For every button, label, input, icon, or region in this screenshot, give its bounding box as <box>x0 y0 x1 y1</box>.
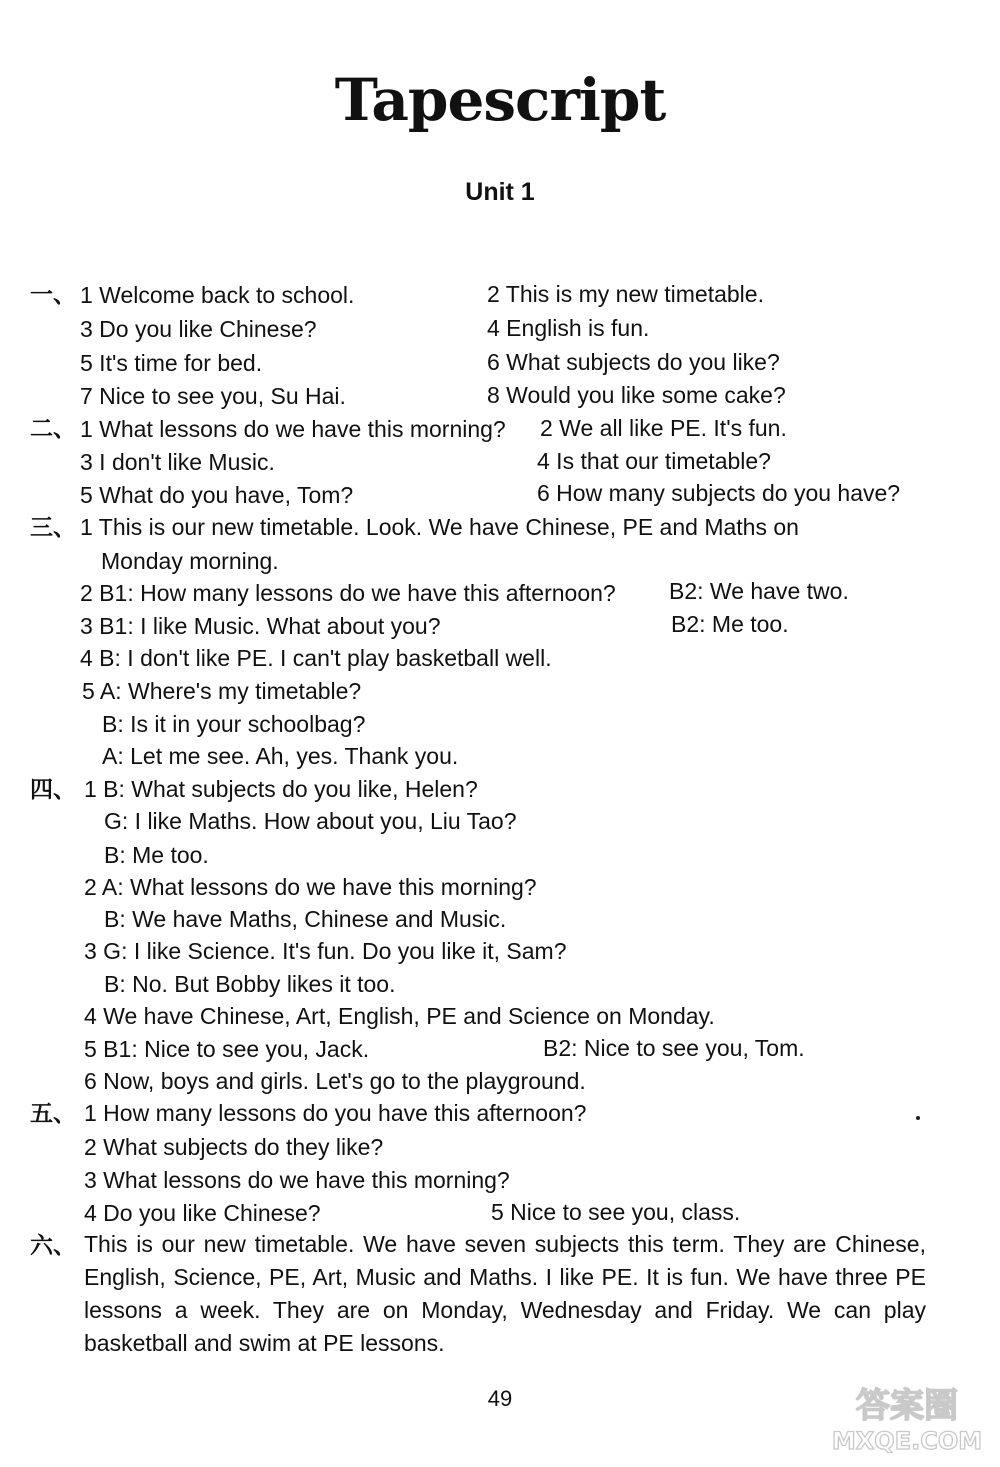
s1-item-8: 8 Would you like some cake? <box>487 382 786 408</box>
s6-paragraph: This is our new timetable. We have seven subjects this term. They are Chinese, English, Science, PE, Art, Music and Maths. I like PE. It is fun. We have three PE lessons a week. They are on Monday, Wednesday and Friday. We can play basketball and swim at PE lessons. <box>84 1231 926 1356</box>
page-title: Tapescript <box>334 66 666 134</box>
s2-item-2: 2 We all like PE. It's fun. <box>540 415 787 441</box>
s5-line-1: 1 How many lessons do you have this afternoon? <box>84 1100 587 1126</box>
s1-item-7: 7 Nice to see you, Su Hai. <box>80 383 346 409</box>
s3-line-2: Monday morning. <box>101 548 279 574</box>
s2-item-6: 6 How many subjects do you have? <box>537 480 901 506</box>
s3-line-5: 3 B1: I like Music. What about you? <box>80 613 441 639</box>
section-label-4: 四、 <box>30 777 76 803</box>
section-label-5: 五、 <box>30 1101 76 1127</box>
s3-line-9: B: Is it in your schoolbag? <box>102 711 366 737</box>
watermark-bottom-text: MXQE.COM <box>832 1427 982 1455</box>
s5-line-4: 4 Do you like Chinese? <box>84 1200 321 1226</box>
s3-line-3: 2 B1: How many lessons do we have this afternoon? <box>80 580 616 606</box>
s4-line-8: 4 We have Chinese, Art, English, PE and Science on Monday. <box>84 1003 715 1029</box>
s5-line-5: 5 Nice to see you, class. <box>491 1199 741 1225</box>
s2-item-5: 5 What do you have, Tom? <box>80 482 354 508</box>
s4-line-6: 3 G: I like Science. It's fun. Do you like it, Sam? <box>84 938 567 964</box>
s2-item-1: 1 What lessons do we have this morning? <box>80 416 506 442</box>
s4-line-4: 2 A: What lessons do we have this morning? <box>84 874 537 900</box>
s1-item-5: 5 It's time for bed. <box>80 350 263 376</box>
s3-line-7: 4 B: I don't like PE. I can't play basketball well. <box>80 645 552 671</box>
s4-line-10: B2: Nice to see you, Tom. <box>543 1035 805 1061</box>
s3-line-6: B2: Me too. <box>671 611 789 637</box>
page-number: 49 <box>487 1386 513 1411</box>
section-label-3: 三、 <box>30 515 76 541</box>
s3-line-10: A: Let me see. Ah, yes. Thank you. <box>102 743 459 769</box>
s1-item-1: 1 Welcome back to school. <box>80 282 355 308</box>
section-label-6: 六、 <box>30 1233 76 1259</box>
watermark-top-text: 答案圈 <box>856 1386 958 1426</box>
stray-dot <box>916 1116 920 1120</box>
section-label-2: 二、 <box>30 416 76 442</box>
s4-line-3: B: Me too. <box>104 842 209 868</box>
watermark-logo <box>832 1377 982 1457</box>
s4-line-11: 6 Now, boys and girls. Let's go to the playground. <box>84 1068 586 1094</box>
s5-line-3: 3 What lessons do we have this morning? <box>84 1167 510 1193</box>
s4-line-5: B: We have Maths, Chinese and Music. <box>104 906 507 932</box>
s1-item-3: 3 Do you like Chinese? <box>80 316 317 342</box>
unit-heading: Unit 1 <box>465 178 535 206</box>
section-label-1: 一、 <box>30 282 76 308</box>
s4-line-2: G: I like Maths. How about you, Liu Tao? <box>104 808 517 834</box>
s4-line-7: B: No. But Bobby likes it too. <box>104 971 396 997</box>
s5-line-2: 2 What subjects do they like? <box>84 1134 384 1160</box>
s3-line-1: 1 This is our new timetable. Look. We have Chinese, PE and Maths on <box>80 514 799 540</box>
s1-item-4: 4 English is fun. <box>487 315 650 341</box>
s2-item-3: 3 I don't like Music. <box>80 449 275 475</box>
s4-line-1: 1 B: What subjects do you like, Helen? <box>84 776 478 802</box>
s1-item-6: 6 What subjects do you like? <box>487 349 780 375</box>
s3-line-4: B2: We have two. <box>669 578 849 604</box>
s1-item-2: 2 This is my new timetable. <box>487 281 764 307</box>
s2-item-4: 4 Is that our timetable? <box>537 448 771 474</box>
s4-line-9: 5 B1: Nice to see you, Jack. <box>84 1036 370 1062</box>
s3-line-8: 5 A: Where's my timetable? <box>82 678 362 704</box>
